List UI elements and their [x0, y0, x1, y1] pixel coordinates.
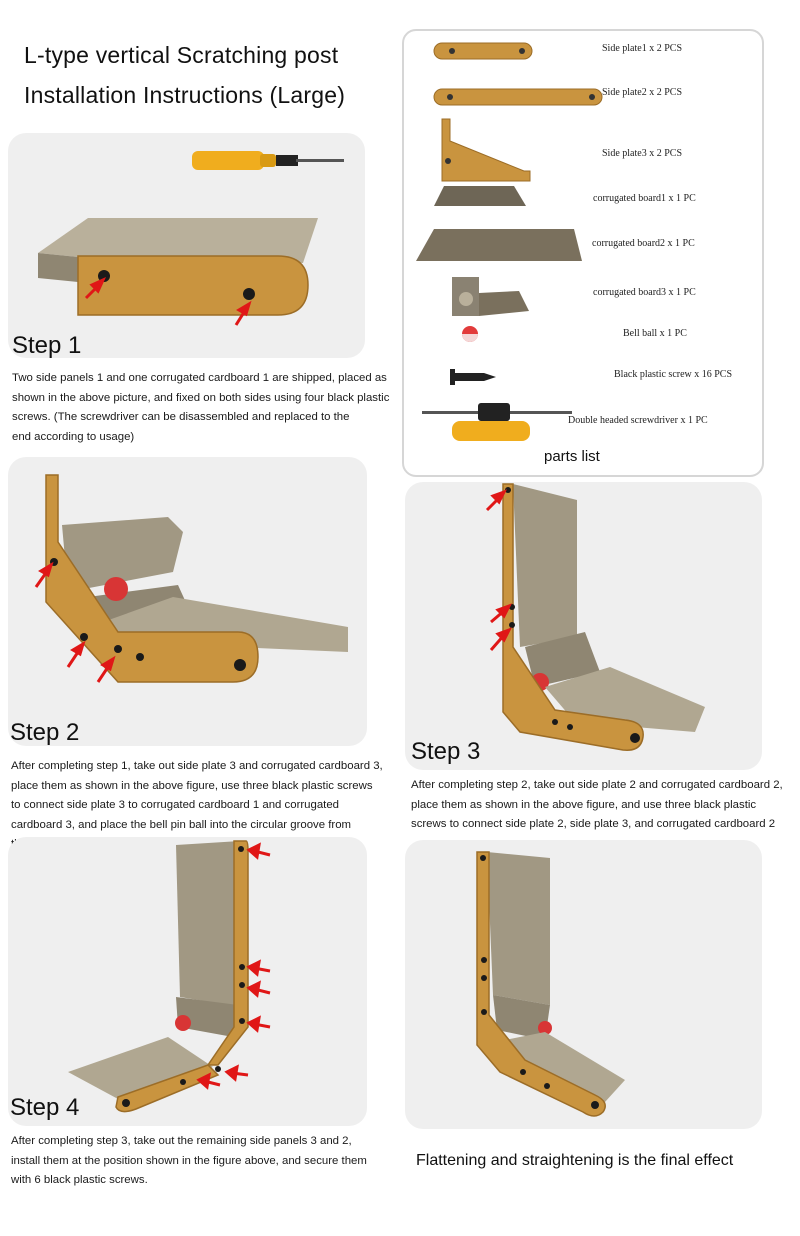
step3-panel	[405, 482, 762, 770]
parts-list-box	[402, 29, 764, 477]
parts-illustrations	[404, 31, 762, 451]
step1-description	[12, 369, 389, 447]
step4-panel	[8, 837, 367, 1126]
step4-line: with 6 black plastic screws.	[11, 1174, 148, 1186]
bell-ball-icon	[462, 326, 478, 342]
part-corrugated-board3: corrugated board3 x 1 PC	[593, 287, 696, 298]
step1-line: screws. (The screwdriver can be disassembled and replaced to the	[12, 411, 350, 423]
side-plate3-icon	[442, 119, 530, 181]
page-title-line1: L-type vertical Scratching post	[24, 42, 339, 68]
step4-line: After completing step 3, take out the remaining side panels 3 and 2,	[11, 1135, 352, 1147]
part-corrugated-board2: corrugated board2 x 1 PC	[592, 238, 695, 249]
step2-line: cardboard 3, and place the bell pin ball into the circular groove from	[11, 818, 352, 831]
page-title-line2: Installation Instructions (Large)	[24, 82, 346, 108]
plastic-screw-icon	[450, 369, 496, 385]
step3-label: Step 3	[411, 738, 481, 765]
step4-label: Step 4	[10, 1094, 80, 1121]
step1-label: Step 1	[12, 332, 82, 358]
step2-panel	[8, 457, 367, 746]
part-side-plate3: Side plate3 x 2 PCS	[602, 148, 683, 159]
screwdriver-icon	[192, 151, 344, 170]
part-plastic-screw: Black plastic screw x 16 PCS	[614, 369, 733, 380]
step2-illustration	[8, 457, 367, 746]
final-illustration	[405, 840, 762, 1129]
side-plate2-icon	[434, 89, 602, 105]
step2-label: Step 2	[10, 719, 80, 746]
parts-list-heading: parts list	[544, 448, 600, 465]
step2-line: to connect side plate 3 to corrugated cardboard 1 and corrugated	[11, 799, 340, 811]
step1-line: shown in the above picture, and fixed on both sides using four black plastic	[12, 391, 390, 404]
final-panel	[405, 840, 762, 1129]
side-plate1-icon	[434, 43, 532, 59]
part-side-plate2: Side plate2 x 2 PCS	[602, 87, 683, 98]
corrugated-board1-icon	[434, 186, 526, 206]
step1-line: end according to usage)	[12, 430, 135, 443]
step1-line: Two side panels 1 and one corrugated cardboard 1 are shipped, placed as	[12, 372, 387, 384]
final-effect-caption: Flattening and straightening is the final effect	[416, 1152, 734, 1169]
step1-panel	[8, 133, 365, 358]
step3-illustration	[405, 482, 762, 770]
step2-line: place them as shown in the above figure, use three black plastic screws	[11, 779, 373, 792]
part-corrugated-board1: corrugated board1 x 1 PC	[593, 193, 696, 204]
step1-illustration	[8, 133, 365, 358]
step4-description	[11, 1132, 367, 1191]
step3-line: place them as shown in the above figure, and use three black plastic	[411, 798, 757, 811]
part-screwdriver: Double headed screwdriver x 1 PC	[568, 415, 708, 426]
step4-illustration	[8, 837, 367, 1126]
step3-line: After completing step 2, take out side plate 2 and corrugated cardboard 2,	[411, 779, 783, 791]
part-side-plate1: Side plate1 x 2 PCS	[602, 43, 683, 54]
step3-description	[411, 776, 783, 835]
step3-line: screws to connect side plate 2, side plate 3, and corrugated cardboard 2	[411, 818, 776, 830]
corrugated-board3-icon	[452, 277, 529, 316]
part-bell-ball: Bell ball x 1 PC	[623, 328, 687, 339]
step4-line: install them at the position shown in the figure above, and secure them	[11, 1154, 367, 1167]
corrugated-board2-icon	[416, 229, 582, 261]
double-screwdriver-icon	[422, 403, 572, 441]
step2-line: After completing step 1, take out side plate 3 and corrugated cardboard 3,	[11, 760, 383, 772]
